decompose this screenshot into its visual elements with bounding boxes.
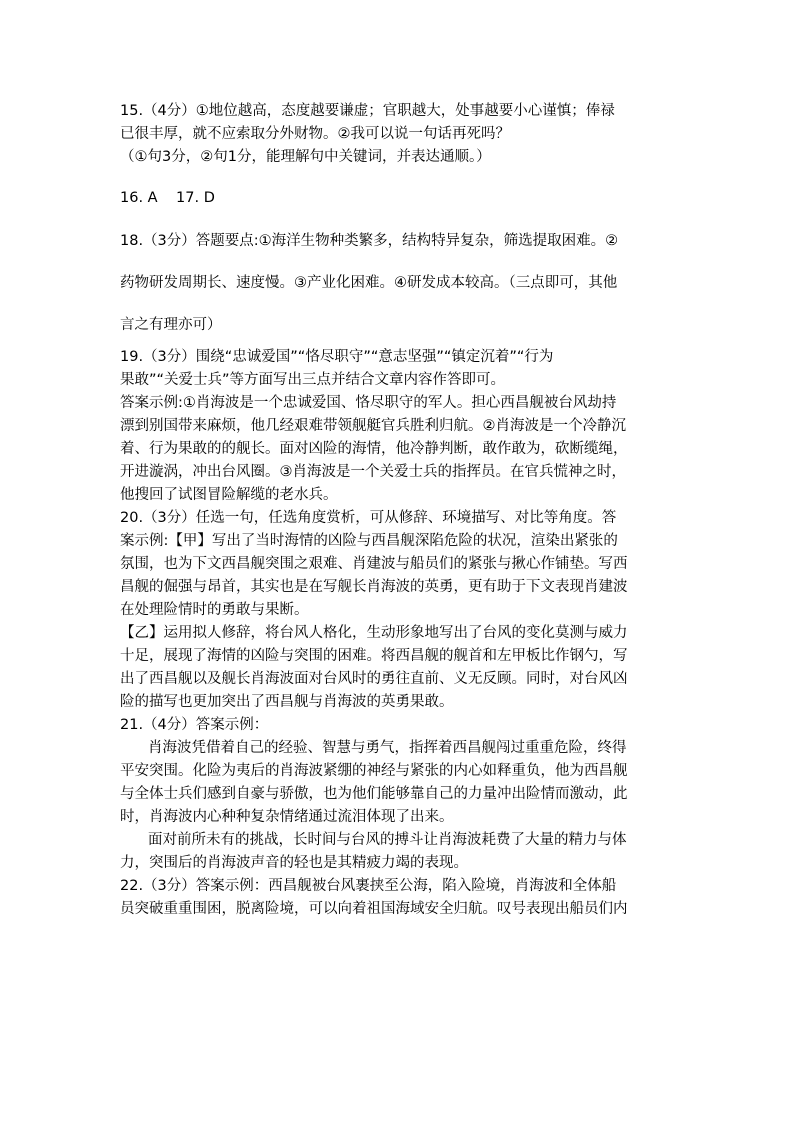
answer-19-line-3: 答案示例:①肖海波是一个忠诚爱国、恪尽职守的军人。担心西昌舰被台风劫持 bbox=[120, 395, 617, 411]
answer-20-line-2: 案示例:【甲】写出了当时海情的凶险与西昌舰深陷危险的状况，渲染出紧张的 bbox=[120, 533, 618, 549]
answer-19-line-7: 他搜回了试图冒险解缆的老水兵。 bbox=[120, 487, 338, 503]
answer-22-line-2: 员突破重重围困，脱离险境，可以向着祖国海域安全归航。叹号表现出船员们内 bbox=[120, 901, 628, 917]
answer-20-line-4: 昌舰的倔强与昂首，其实也是在写舰长肖海波的英勇，更有助于下文表现肖建波 bbox=[120, 579, 628, 595]
answer-19-line-4: 漂到别国带来麻烦，他几经艰难带领舰艇官兵胜利归航。②肖海波是一个冷静沉 bbox=[120, 418, 626, 434]
answer-18-line-1: 18.（3分）答题要点:①海洋生物种类繁多，结构特异复杂，筛选提取困难。② bbox=[120, 233, 619, 249]
answer-20-line-1: 20.（3分）任选一句，任选角度赏析，可从修辞、环境描写、对比等角度。答 bbox=[120, 510, 617, 526]
answer-19-line-2: 果敢”“关爱士兵”等方面写出三点并结合文章内容作答即可。 bbox=[120, 372, 506, 388]
answer-18-line-2: 药物研发周期长、速度慢。③产业化困难。④研发成本较高。（三点即可，其他 bbox=[120, 275, 618, 291]
answer-21-para1-line-2: 平安突围。化险为夷后的肖海波紧绷的神经与紧张的内心如释重负，他为西昌舰 bbox=[120, 763, 628, 779]
answer-20-line-3: 氛围，也为下文西昌舰突围之艰难、肖建波与船员们的紧张与揪心作铺垫。写西 bbox=[120, 556, 628, 572]
answer-15 bbox=[120, 100, 680, 169]
answer-19 bbox=[120, 346, 680, 507]
answer-21-para2-line-2: 力，突围后的肖海波声音的轻也是其精疲力竭的表现。 bbox=[120, 855, 468, 871]
answer-20-line-9: 险的描写也更加突出了西昌舰与肖海波的英勇果敢。 bbox=[120, 694, 454, 710]
answer-21-para1-line-4: 时，肖海波内心种种复杂情绪通过流泪体现了出来。 bbox=[120, 809, 454, 825]
answer-18 bbox=[120, 230, 680, 253]
answer-20-line-8: 出了西昌舰以及舰长肖海波面对台风时的勇往直前、义无反顾。同时，对台风凶 bbox=[120, 671, 628, 687]
answer-21 bbox=[120, 714, 680, 875]
answer-16-17-text: 16. A 17. D bbox=[120, 190, 215, 206]
answer-15-note: （①句3分，②句1分，能理解句中关键词，并表达通顺。） bbox=[120, 149, 491, 165]
answer-20-line-6: 【乙】运用拟人修辞，将台风人格化，生动形象地写出了台风的变化莫测与威力 bbox=[120, 625, 628, 641]
answer-18-line-3: 言之有理亦可） bbox=[120, 317, 222, 333]
answer-20 bbox=[120, 507, 680, 714]
answer-21-para2-line-1: 面对前所未有的挑战，长时间与台风的搏斗让肖海波耗费了大量的精力与体 bbox=[148, 832, 627, 848]
answer-16-17 bbox=[120, 187, 680, 210]
answer-19-line-6: 开进漩涡，冲出台风圈。③肖海波是一个关爱士兵的指挥员。在官兵慌神之时， bbox=[120, 464, 626, 480]
answer-22 bbox=[120, 875, 680, 921]
answer-21-para1-line-3: 与全体士兵们感到自豪与骄傲，也为他们能够靠自己的力量冲出险情而激动，此 bbox=[120, 786, 628, 802]
answer-20-line-7: 十足，展现了海情的凶险与突围的困难。将西昌舰的舰首和左甲板比作钢勺，写 bbox=[120, 648, 628, 664]
answer-19-line-5: 着、行为果敢的的舰长。面对凶险的海情，他冷静判断，敢作敢为，砍断缆绳， bbox=[120, 441, 628, 457]
answer-19-line-1: 19.（3分）围绕“忠诚爱国”“恪尽职守”“意志坚强”“镇定沉着”“行为 bbox=[120, 349, 554, 365]
answer-21-para1-line-1: 肖海波凭借着自己的经验、智慧与勇气，指挥着西昌舰闯过重重危险，终得 bbox=[148, 740, 627, 756]
answer-20-line-5: 在处理险情时的勇敢与果断。 bbox=[120, 602, 309, 618]
answer-15-line-1: 15.（4分）①地位越高，态度越要谦虚；官职越大，处事越要小心谨慎；俸禄 bbox=[120, 103, 615, 119]
answer-15-line-2: 已很丰厚，就不应索取分外财物。②我可以说一句话再死吗？ bbox=[120, 126, 510, 142]
answer-22-line-1: 22.（3分）答案示例：西昌舰被台风裹挟至公海，陷入险境，肖海波和全体船 bbox=[120, 878, 617, 894]
answer-21-header: 21.（4分）答案示例： bbox=[120, 717, 269, 733]
